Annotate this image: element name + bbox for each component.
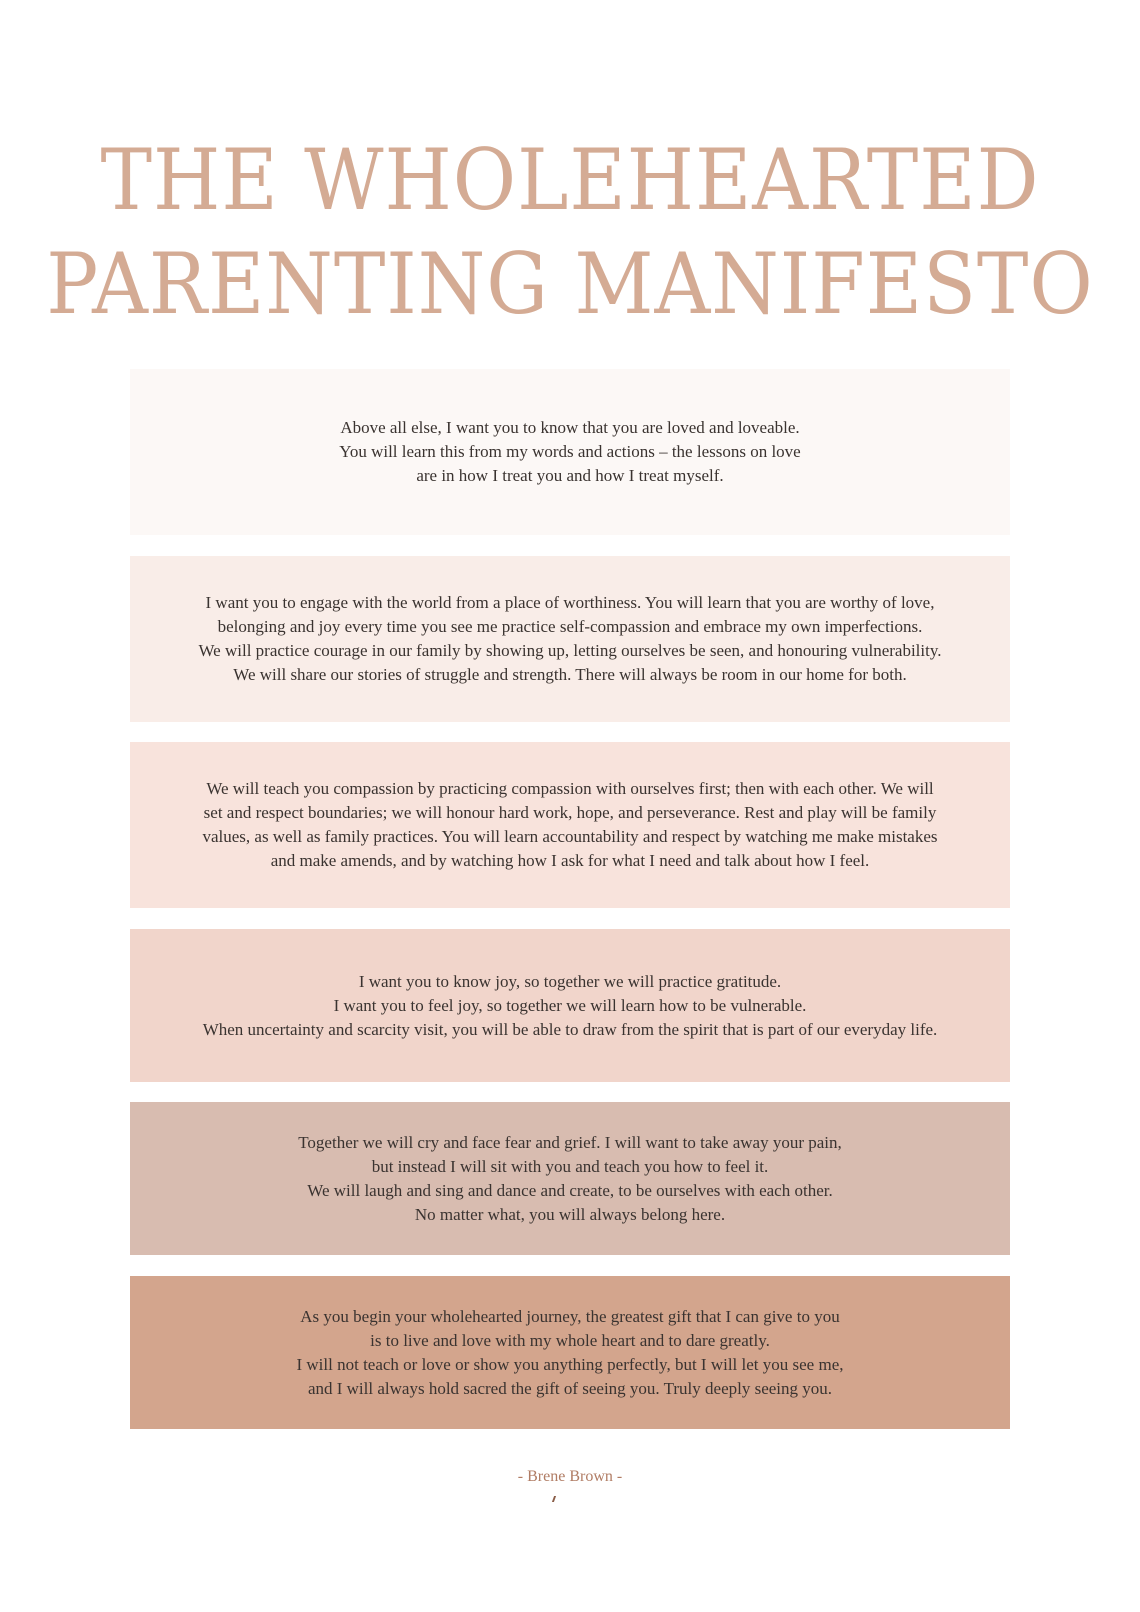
- manifesto-block-5: [130, 1102, 1010, 1255]
- author-attribution: - Brene Brown -: [517, 1468, 623, 1485]
- block-5-text: Together we will cry and face fear and grief. I will want to take away your pain, but instead I will sit with you and teach you how to feel it. We will laugh and sing and dance and create, to be ourselves with each other. No matter what, you will always belong here.: [298, 1132, 842, 1224]
- manifesto-block-6: [130, 1276, 1010, 1429]
- manifesto-block-1: [130, 369, 1010, 535]
- decorative-tick-mark: [552, 1496, 556, 1502]
- block-4-text: I want you to know joy, so together we will practice gratitude. I want you to feel joy, so together we will learn how to be vulnerable. When uncertainty and scarcity visit, you will be able to draw from the spirit that is part of our everyday life.: [202, 971, 938, 1039]
- manifesto-block-3: [130, 742, 1010, 908]
- manifesto-block-4: [130, 929, 1010, 1082]
- manifesto-block-2: [130, 556, 1010, 722]
- block-2-text: I want you to engage with the world from a place of worthiness. You will learn that you are worthy of love, belonging and joy every time you see me practice self-compassion and embrace my own imperfections. We will practice courage in our family by showing up, letting ourselves be seen, and honouring vulnerability. We will share our stories of struggle and strength. There will always be room in our home for both.: [198, 593, 942, 684]
- page-title: [0, 128, 1140, 336]
- block-3-text: We will teach you compassion by practicing compassion with ourselves first; then with each other. We will set and respect boundaries; we will honour hard work, hope, and perseverance. Rest and play will be family values, as well as family practices. You will learn accountability and respect by watching me make mistakes and make amends, and by watching how I ask for what I need and talk about how I feel.: [202, 779, 938, 870]
- block-6-text: As you begin your wholehearted journey, the greatest gift that I can give to you is to live and love with my whole heart and to dare greatly. I will not teach or love or show you anything perfectly, but I will let you see me, and I will always hold sacred the gift of seeing you. Truly deeply seeing you.: [296, 1306, 844, 1398]
- title-line-1: THE WHOLEHEARTED: [100, 131, 1040, 229]
- title-line-2: PARENTING MANIFESTO: [46, 235, 1094, 333]
- block-1-text: Above all else, I want you to know that you are loved and loveable. You will learn this from my words and actions – the lessons on love are in how I treat you and how I treat myself.: [339, 418, 801, 485]
